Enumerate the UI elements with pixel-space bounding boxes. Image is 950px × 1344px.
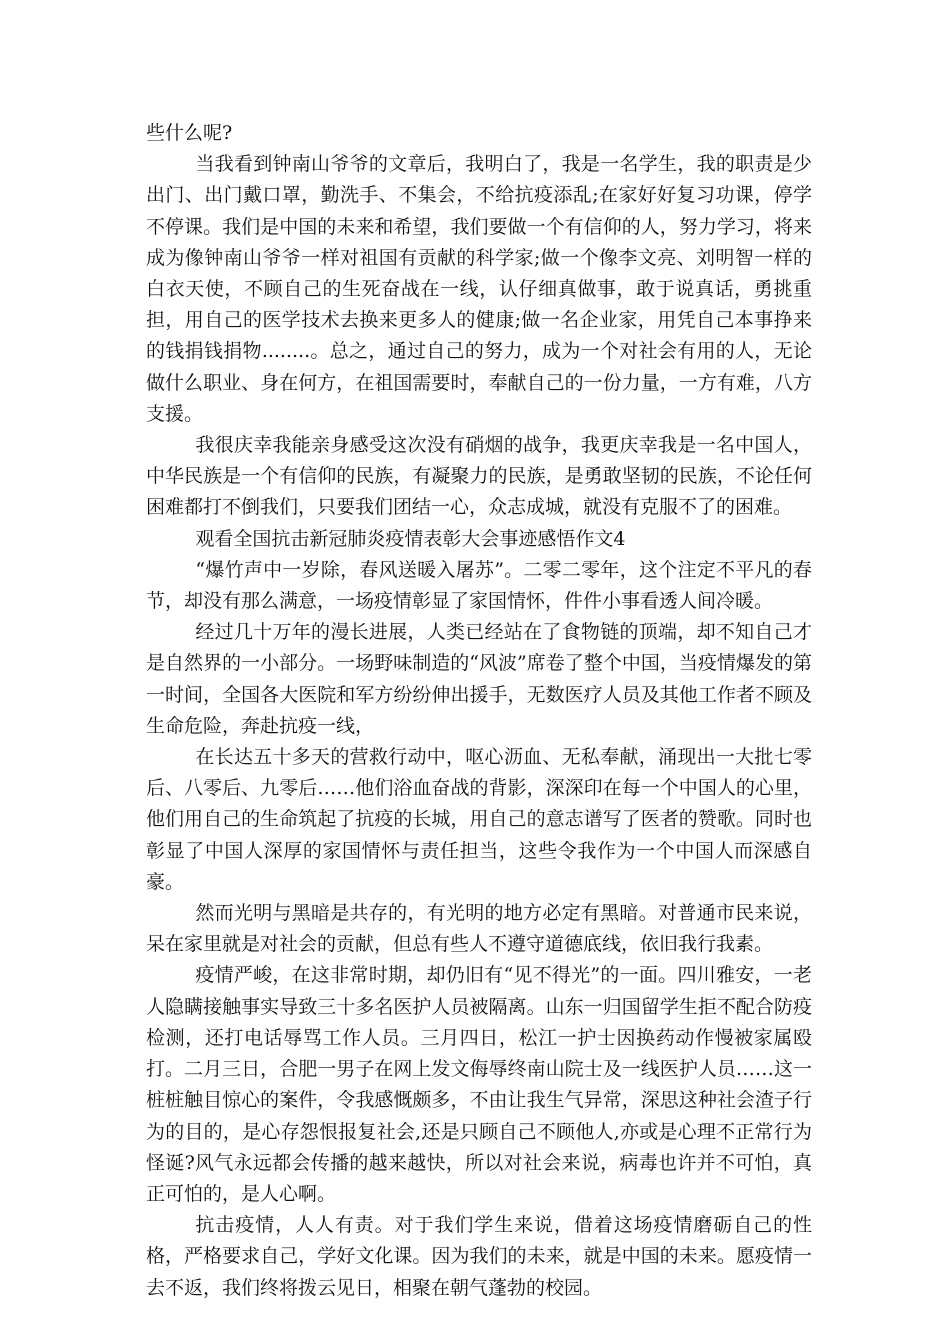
paragraph-10: 抗击疫情，人人有责。对于我们学生来说，借着这场疫情磨砺自己的性格，严格要求自己，学好文化课。因为我们的未来，就是中国的未来。愿疫情一去不返，我们终将拨云见日，相聚在朝气蓬勃的校园。 bbox=[146, 1214, 812, 1299]
paragraph-8: 然而光明与黑暗是共存的，有光明的地方必定有黑暗。对普通市民来说，呆在家里就是对社会的贡献，但总有些人不遵守道德底线，依旧我行我素。 bbox=[146, 902, 812, 956]
paragraph-6: 经过几十万年的漫长进展，人类已经站在了食物链的顶端，却不知自己才是自然界的一小部分。一场野味制造的“风波”席卷了整个中国，当疫情爆发的第一时间，全国各大医院和军方纷纷伸出援手，无数医疗人员及其他工作者不顾及生命危险，奔赴抗疫一线， bbox=[146, 621, 812, 737]
paragraph-3: 我很庆幸我能亲身感受这次没有硝烟的战争，我更庆幸我是一名中国人，中华民族是一个有信仰的民族，有凝聚力的民族，是勇敢坚韧的民族，不论任何困难都打不倒我们，只要我们团结一心，众志成城，就没有克服不了的困难。 bbox=[146, 434, 812, 519]
paragraph-5: “爆竹声中一岁除，春风送暖入屠苏”。二零二零年，这个注定不平凡的春节，却没有那么满意，一场疫情彰显了家国情怀，件件小事看透人间冷暖。 bbox=[146, 558, 812, 613]
essay-title: 观看全国抗击新冠肺炎疫情表彰大会事迹感悟作文4 bbox=[195, 527, 626, 550]
paragraph-2: 当我看到钟南山爷爷的文章后，我明白了，我是一名学生，我的职责是少出门、出门戴口罩，勤洗手、不集会，不给抗疫添乱;在家好好复习功课，停学不停课。我们是中国的未来和希望，我们要做一个有信仰的人，努力学习，将来成为像钟南山爷爷一样对祖国有贡献的科学家;做一个像李文亮、刘明智一样的白衣天使，不顾自己的生死奋战在一线，认仔细真做事，敢于说真话，勇挑重担，用自己的医学技术去换来更多人的健康;做一名企业家，用凭自己本事挣来的钱捐钱捐物........。总之，通过自己的努力，成为一个对社会有用的人，无论做什么职业、身在何方，在祖国需要时，奉献自己的一份力量，一方有难，八方支援。 bbox=[146, 153, 812, 425]
document-body bbox=[146, 118, 812, 1304]
paragraph-1: 些什么呢? bbox=[146, 122, 233, 144]
paragraph-7: 在长达五十多天的营救行动中，呕心沥血、无私奉献，涌现出一大批七零后、八零后、九零后……他们浴血奋战的背影，深深印在每一个中国人的心里，他们用自己的生命筑起了抗疫的长城，用自己的意志谱写了医者的赞歌。同时也彰显了中国人深厚的家国情怀与责任担当，这些令我作为一个中国人而深感自豪。 bbox=[146, 746, 812, 893]
paragraph-9: 疫情严峻，在这非常时期，却仍旧有“见不得光”的一面。四川雅安，一老人隐瞒接触事实导致三十多名医护人员被隔离。山东一归国留学生拒不配合防疫检测，还打电话辱骂工作人员。三月四日，松江一护士因换药动作慢被家属殴打。二月三日，合肥一男子在网上发文侮辱终南山院士及一线医护人员……这一桩桩触目惊心的案件，令我感慨颇多，不由让我生气异常，深思这种社会渣子行为的目的，是心存怨恨报复社会,还是只顾自己不顾他人,亦或是心理不正常行为怪诞?风气永远都会传播的越来越快，所以对社会来说，病毒也许并不可怕，真正可怕的，是人心啊。 bbox=[146, 964, 812, 1205]
